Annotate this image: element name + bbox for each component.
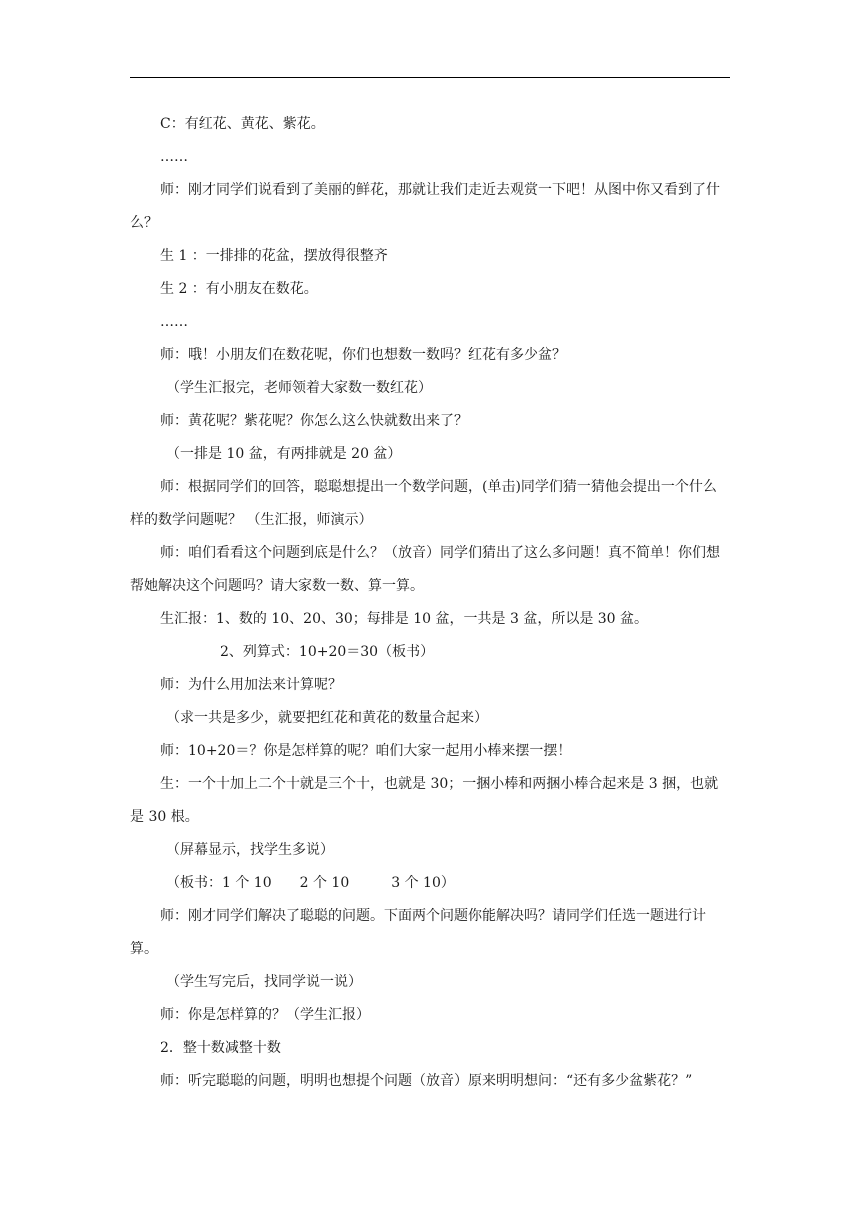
paragraph: 师：咱们看看这个问题到底是什么？（放音）同学们猜出了这么多问题！真不简单！你们想帮她解决这个问题吗？请大家数一数、算一算。 (130, 545, 720, 594)
paragraph: 生 1 ：一排排的花盆，摆放得很整齐 (160, 248, 388, 264)
paragraph: 生汇报：1、数的 10、20、30；每排是 10 盆，一共是 3 盆，所以是 30 盆。 (160, 611, 649, 627)
document-body (130, 108, 730, 1098)
paragraph: 师：黄花呢？紫花呢？你怎么这么快就数出来了？ (160, 413, 468, 429)
paragraph: （学生汇报完，老师领着大家数一数红花） (166, 380, 432, 396)
paragraph: 师：10+20＝？你是怎样算的呢？咱们大家一起用小棒来摆一摆！ (160, 743, 572, 759)
paragraph: …… (160, 149, 188, 165)
paragraph: …… (160, 314, 188, 330)
paragraph: （学生写完后，找同学说一说） (166, 974, 362, 990)
paragraph: 师：根据同学们的回答，聪聪想提出一个数学问题，(单击)同学们猜一猜他会提出一个什么样的数学问题呢？ （生汇报，师演示） (130, 479, 717, 528)
paragraph: 师：刚才同学们说看到了美丽的鲜花，那就让我们走近去观赏一下吧！从图中你又看到了什么？ (130, 182, 720, 231)
section-heading: 2．整十数减整十数 (160, 1040, 281, 1056)
paragraph: 师：听完聪聪的问题，明明也想提个问题（放音）原来明明想问：“还有多少盆紫花？” (160, 1073, 693, 1089)
paragraph: （板书：1 个 10 2 个 10 3 个 10） (166, 875, 455, 891)
paragraph: （屏幕显示，找学生多说） (166, 842, 334, 858)
paragraph: （一排是 10 盆，有两排就是 20 盆） (166, 446, 402, 462)
paragraph: 师：哦！小朋友们在数花呢，你们也想数一数吗？红花有多少盆？ (160, 347, 566, 363)
paragraph: 生 2 ：有小朋友在数花。 (160, 281, 318, 297)
header-rule (130, 77, 730, 78)
paragraph: 师：为什么用加法来计算呢？ (160, 677, 342, 693)
paragraph: 师：刚才同学们解决了聪聪的问题。下面两个问题你能解决吗？请同学们任选一题进行计算。 (130, 908, 706, 957)
paragraph: C：有红花、黄花、紫花。 (160, 116, 325, 132)
paragraph: （求一共是多少，就要把红花和黄花的数量合起来） (166, 710, 488, 726)
paragraph: 2、列算式：10+20＝30（板书） (220, 644, 435, 660)
paragraph: 生：一个十加上二个十就是三个十，也就是 30；一捆小棒和两捆小棒合起来是 3 捆，也就是 30 根。 (130, 776, 719, 825)
paragraph: 师：你是怎样算的？（学生汇报） (160, 1007, 370, 1023)
